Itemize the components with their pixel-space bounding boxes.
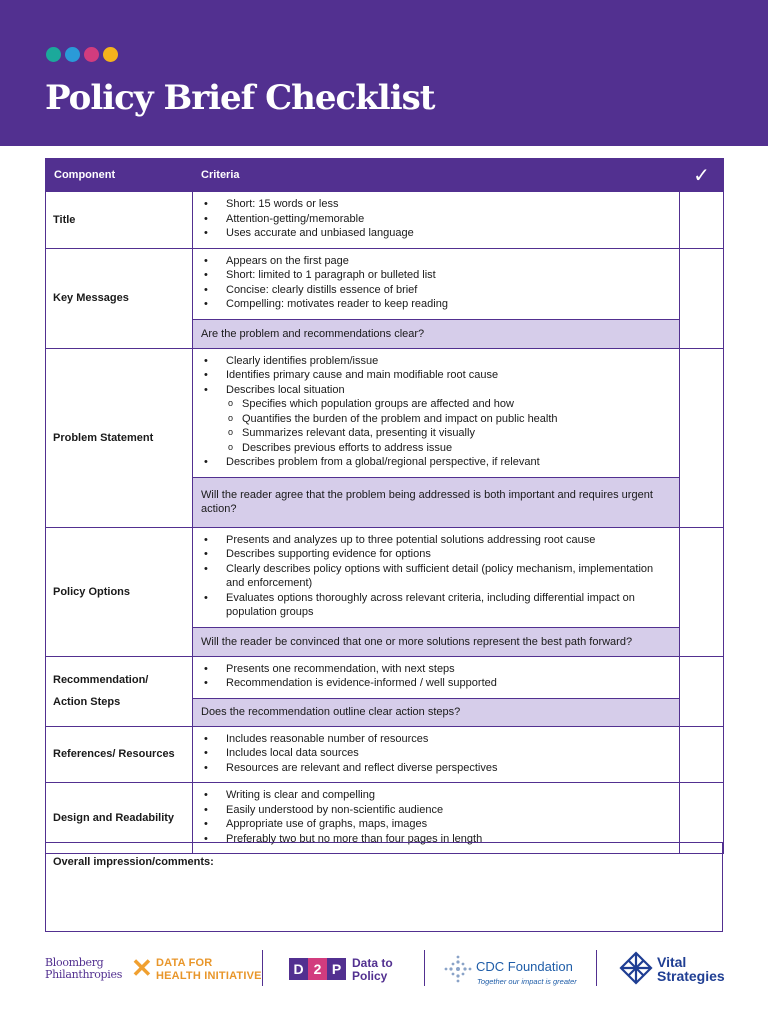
dot-blue [65, 47, 80, 62]
criteria-item: • Appropriate use of graphs, maps, images [201, 817, 671, 832]
x-mark-icon: ✕ [131, 953, 153, 983]
component-policy-options: Policy Options [46, 527, 193, 656]
criteria-item: • Uses accurate and unbiased language [201, 226, 671, 241]
decorative-dots [46, 47, 118, 62]
checkmark-icon: ✓ [680, 159, 724, 192]
review-question: Will the reader be convinced that one or more solutions represent the best path forward? [193, 627, 680, 656]
d2p-logo-mark [289, 958, 346, 980]
table-header-row [46, 159, 724, 192]
bloomberg-philanthropies-logo [45, 957, 122, 981]
check-box-policy-options[interactable] [680, 527, 724, 656]
criteria-item: • Includes reasonable number of resources [201, 732, 671, 747]
criteria-cell [193, 726, 680, 783]
logo-text [156, 957, 262, 983]
header-banner [0, 0, 768, 146]
sub-criteria-item: o Describes previous efforts to address issue [201, 441, 671, 456]
check-box-problem-statement[interactable] [680, 348, 724, 527]
d2p-letter: P [327, 958, 346, 980]
footer-logos [0, 945, 768, 995]
criteria-item: • Presents one recommendation, with next steps [201, 662, 671, 677]
criteria-cell [193, 192, 680, 249]
comments-box[interactable] [45, 842, 723, 932]
d2p-letter: 2 [308, 958, 327, 980]
sub-criteria-item: o Quantifies the burden of the problem and impact on public health [201, 412, 671, 427]
component-label-line: Action Steps [53, 696, 121, 708]
component-references: References/ Resources [46, 726, 193, 783]
d2p-letter: D [289, 958, 308, 980]
criteria-item: • Identifies primary cause and main modifiable root cause [201, 368, 671, 383]
component-recommendation [46, 656, 193, 726]
check-box-references[interactable] [680, 726, 724, 783]
sub-criteria-item: o Specifies which population groups are affected and how [201, 397, 671, 412]
criteria-item: • Resources are relevant and reflect diverse perspectives [201, 761, 671, 776]
comments-label: Overall impression/comments: [53, 856, 214, 868]
criteria-item: • Attention-getting/memorable [201, 212, 671, 227]
logo-text-line: Strategies [657, 968, 725, 984]
criteria-item: • Includes local data sources [201, 746, 671, 761]
table-row-key-messages [46, 248, 724, 319]
criteria-item: • Recommendation is evidence-informed / well supported [201, 676, 671, 691]
table-row-policy-options [46, 527, 724, 627]
criteria-item: • Describes supporting evidence for options [201, 547, 671, 562]
logo-text: Bloomberg [45, 956, 104, 969]
dot-pink [84, 47, 99, 62]
criteria-item: • Preferably two but no more than four pages in length [201, 832, 671, 847]
logo-text-line: HEALTH INITIATIVE [156, 970, 262, 982]
check-box-title[interactable] [680, 192, 724, 249]
criteria-item: • Describes problem from a global/regional perspective, if relevant [201, 455, 671, 470]
component-key-messages: Key Messages [46, 248, 193, 348]
criteria-item: • Evaluates options thoroughly across relevant criteria, including differential impact on population groups [201, 591, 671, 620]
logo-text-line: Policy [352, 969, 388, 983]
footer-divider [596, 950, 597, 986]
table-row-title [46, 192, 724, 249]
logo-text-line: DATA FOR [156, 957, 213, 969]
checklist-table [45, 158, 724, 854]
logo-text-line: Vital [657, 954, 687, 970]
criteria-item: • Clearly describes policy options with sufficient detail (policy mechanism, implementation and enforcement) [201, 562, 671, 591]
criteria-item: • Short: 15 words or less [201, 197, 671, 212]
table-row-references [46, 726, 724, 783]
data-to-policy-logo [352, 957, 393, 983]
component-label-line: Recommendation/ [53, 674, 149, 686]
criteria-item: • Describes local situation [201, 383, 671, 398]
vital-strategies-logo [657, 955, 725, 983]
criteria-item: • Compelling: motivates reader to keep reading [201, 297, 671, 312]
review-question: Are the problem and recommendations clear? [193, 319, 680, 348]
logo-text-line: Data to [352, 956, 393, 970]
criteria-item: • Easily understood by non-scientific audience [201, 803, 671, 818]
criteria-item: • Writing is clear and compelling [201, 788, 671, 803]
column-header-criteria: Criteria [193, 159, 680, 192]
component-design: Design and Readability [46, 783, 193, 854]
table-row-problem-statement [46, 348, 724, 477]
dot-teal [46, 47, 61, 62]
logo-text: Philanthropies [45, 968, 123, 981]
check-box-key-messages[interactable] [680, 248, 724, 348]
criteria-item: • Clearly identifies problem/issue [201, 354, 671, 369]
component-problem-statement: Problem Statement [46, 348, 193, 527]
criteria-cell [193, 248, 680, 319]
criteria-item: • Presents and analyzes up to three potential solutions addressing root cause [201, 533, 671, 548]
component-title: Title [46, 192, 193, 249]
page-title: Policy Brief Checklist [45, 78, 435, 118]
review-question: Will the reader agree that the problem being addressed is both important and requires urgent action? [193, 477, 680, 527]
criteria-cell [193, 348, 680, 477]
footer-divider [262, 950, 263, 986]
criteria-cell [193, 527, 680, 627]
cdc-foundation-logo: CDC Foundation [476, 959, 573, 974]
criteria-item: • Appears on the first page [201, 254, 671, 269]
check-box-recommendation[interactable] [680, 656, 724, 726]
criteria-item: • Concise: clearly distills essence of brief [201, 283, 671, 298]
sub-criteria-item: o Summarizes relevant data, presenting it visually [201, 426, 671, 441]
cdc-tagline: Together our impact is greater [477, 977, 577, 986]
review-question: Does the recommendation outline clear action steps? [193, 698, 680, 726]
footer-divider [424, 950, 425, 986]
dot-yellow [103, 47, 118, 62]
table-row-recommendation [46, 656, 724, 698]
criteria-item: • Short: limited to 1 paragraph or bulleted list [201, 268, 671, 283]
vital-strategies-mark-icon [619, 951, 653, 985]
column-header-component: Component [46, 159, 193, 192]
cdc-foundation-mark-icon [443, 954, 473, 984]
criteria-cell [193, 656, 680, 698]
